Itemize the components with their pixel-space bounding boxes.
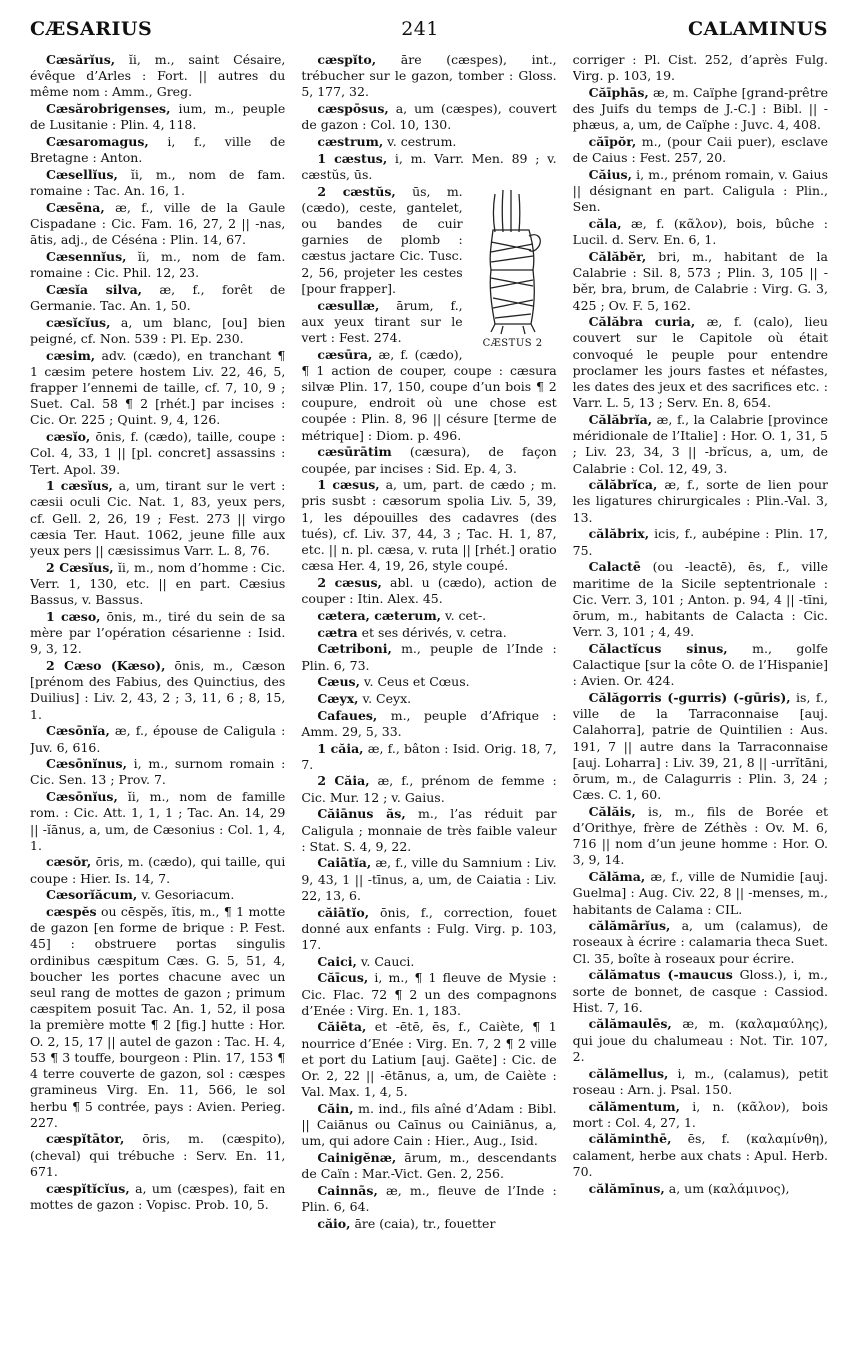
entry-definition: ārum, f., aux yeux tirant sur le vert : Fest. 274.	[301, 297, 463, 345]
entry-definition: bri, m., habitant de la Calabrie : Sil. 8, 573 ; Plin. 3, 105 || -bĕr, bra, brum, de Calabrie : Virg. G. 3, 425 ; Ov. F. 5, 162.	[572, 248, 828, 313]
entry-headword: Călactĭcus sinus,	[588, 640, 728, 656]
dictionary-entry	[30, 887, 285, 903]
entry-headword: Cæsĭa silva,	[46, 281, 143, 297]
entry-headword: Cafaues,	[317, 707, 378, 723]
entry-headword: Căiānus ăs,	[317, 806, 406, 822]
entry-definition: v. Cauci.	[356, 953, 415, 969]
entry-definition: i, m., ¶ 1 fleuve de Mysie : Cic. Flac. 72 ¶ 2 un des compagnons d’Enée : Virg. En. 1, 183.	[301, 970, 557, 1018]
entry-definition: i, m. Varr. Men. 89 ; v. cæstŭs, ūs.	[301, 150, 557, 182]
entry-definition: a, um (cæspes), couvert de gazon : Col. 10, 130.	[301, 101, 557, 133]
dictionary-entry	[573, 1181, 828, 1197]
entry-definition: m., golfe Calactique [sur la côte O. de l’Hispanie] : Avien. Or. 424.	[572, 640, 828, 689]
dictionary-entry	[30, 101, 285, 133]
entry-definition: āre (caia), tr., fouetter	[350, 1215, 496, 1231]
entry-definition: a, um blanc, [ou] bien peigné, cf. Non. 539 : Pl. Ep. 230.	[30, 314, 286, 346]
entry-definition: m., peuple de l’Inde : Plin. 6, 73.	[301, 641, 557, 673]
entry-definition: æ, f., ville de la Gaule Cispadane : Cic. Fam. 16, 27, 2 || -nas, ātis, adj., de Céséna : Plin. 14, 67.	[30, 199, 286, 248]
dictionary-entry	[301, 575, 556, 607]
entry-headword: cæsĭo,	[46, 429, 91, 445]
entry-definition: ōris, m. (cæspito), (cheval) qui trébuche : Serv. En. 11, 671.	[30, 1131, 286, 1179]
entry-definition: æ, f., sorte de lien pour les ligatures chirurgicales : Plin.-Val. 3, 13.	[572, 477, 828, 525]
dictionary-entry	[573, 918, 828, 967]
entry-headword: Căīphās,	[588, 84, 649, 100]
entry-headword: căio,	[317, 1215, 351, 1231]
entry-headword: cæsim,	[46, 347, 96, 363]
entry-headword: 2 Cæso (Kæso),	[46, 658, 166, 674]
dictionary-entry	[301, 625, 556, 641]
entry-definition: i, n. (κᾶλον), bois mort : Col. 4, 27, 1.	[572, 1098, 828, 1130]
header-right-guideword: CALAMINUS	[687, 18, 828, 40]
dictionary-entry	[301, 1183, 556, 1215]
entry-headword: Cæsennĭus,	[46, 248, 127, 264]
entry-headword: căīpŏr,	[588, 134, 637, 150]
entry-definition: ōnis, f., correction, fouet donné aux enfants : Fulg. Virg. p. 103, 17.	[301, 904, 557, 952]
entry-headword: călăbrix,	[588, 526, 650, 542]
dictionary-entry	[573, 134, 828, 166]
dictionary-entry	[573, 85, 828, 134]
dictionary-entry	[30, 167, 285, 199]
entry-headword: cæsūrātim	[317, 444, 392, 460]
entry-headword: călăbrĭca,	[588, 477, 658, 493]
entry-definition: ĭi, m., saint Césaire, évêque d’Arles : Fort. || autres du même nom : Amm., Greg.	[30, 52, 286, 100]
entry-headword: căla,	[588, 216, 622, 232]
entry-definition: i, m., (calamus), petit roseau : Arn. j. Psal. 150.	[572, 1065, 828, 1097]
entry-definition: (ou -leactē), ēs, f., ville maritime de la Sicile septentrionale : Cic. Verr. 3, 101 ; Anton. p. 94, 4 || -tīni, ōrum, m., habitants de Calacta : Cic. Verr. 3, 101 ; 4, 49.	[572, 559, 828, 640]
dictionary-entry	[301, 1216, 556, 1232]
entry-definition: æ, m. Caïphe [grand-prêtre des Juifs du temps de J.-C.] : Bibl. || -phæus, a, um, de Caïphe : Juvc. 4, 408.	[572, 84, 828, 133]
entry-headword: cæsĭcĭus,	[46, 314, 111, 330]
dictionary-entry	[301, 674, 556, 690]
entry-headword: căiātĭo,	[317, 904, 370, 920]
entry-definition: a, um, part. de cædo ; m. pris susbt : cæsorum spolia Liv. 5, 39, 1, les dépouilles des cadavres (des tués), cf. Liv. 37, 44, 3 ; Tac. H. 1, 87, etc. || n. pl. cæsa, v. ruta || [rhét.] oratio cæsa Her. 4, 19, 26, style coupé.	[301, 477, 557, 574]
entry-headword: Cæsărobrigenses,	[46, 101, 171, 117]
entry-definition: æ, f., ville de Numidie [auj. Guelma] : Aug. Civ. 22, 8 || -menses, m., habitants de Calama : CIL.	[572, 869, 828, 917]
dictionary-entry	[30, 134, 285, 166]
entry-definition: ĭi, m., nom d’homme : Cic. Verr. 1, 130, etc. || en part. Cæsius Bassus, v. Bassus.	[30, 559, 286, 608]
dictionary-entry	[301, 477, 556, 574]
entry-definition: æ, f. (calo), lieu couvert sur le Capitole où était convoqué le peuple pour entendre proclamer les jours fastes et néfastes, les dates des jeux et des sacrifices etc. : Varr. L. 5, 13 ; Serv. En. 8, 654.	[572, 314, 828, 411]
dictionary-entry	[301, 708, 556, 740]
entry-headword: Calactē	[588, 559, 641, 575]
entry-definition: v. cestrum.	[383, 134, 457, 150]
dictionary-entry	[30, 756, 285, 788]
dictionary-entry	[301, 691, 556, 707]
entry-definition: m. ind., fils aîné d’Adam : Bibl. || Caiānus ou Caīnus ou Cainiānus, a, um, qui adore Cain : Hier., Aug., Isid.	[301, 1101, 557, 1149]
entry-definition: v. Gesoriacum.	[137, 887, 235, 903]
entry-definition: corriger : Pl. Cist. 252, d’après Fulg. Virg. p. 103, 19.	[572, 52, 828, 84]
entry-headword: Căin,	[317, 1101, 354, 1116]
dictionary-columns	[30, 52, 828, 1355]
entry-definition: ēs, f. (καλαμίνθη), calament, herbe aux chats : Apul. Herb. 70.	[572, 1131, 828, 1179]
entry-headword: Cæsărĭus,	[46, 52, 116, 67]
entry-headword: Caici,	[317, 953, 357, 969]
column-3	[573, 52, 828, 1355]
entry-headword: 1 cæstus,	[317, 150, 388, 166]
entry-headword: cæspĭto,	[317, 52, 377, 67]
entry-headword: Cæsōnĭa,	[46, 723, 110, 739]
entry-headword: Cæsorĭăcum,	[46, 887, 138, 903]
caestus-illustration	[469, 186, 557, 356]
dictionary-entry	[573, 1016, 828, 1065]
entry-definition: æ, f., bâton : Isid. Orig. 18, 7, 7.	[301, 740, 557, 772]
entry-definition: æ, f., prénom de femme : Cic. Mur. 12 ; v. Gaius.	[301, 773, 557, 805]
entry-definition: ōris, m. (cædo), qui taille, qui coupe : Hier. Is. 14, 7.	[30, 854, 286, 886]
dictionary-entry	[30, 560, 285, 609]
dictionary-entry	[573, 412, 828, 477]
entry-definition: ium, m., peuple de Lusitanie : Plin. 4, 118.	[30, 101, 286, 133]
entry-headword: Cainigĕnæ,	[317, 1150, 397, 1166]
dictionary-entry	[30, 348, 285, 429]
dictionary-entry	[30, 1181, 285, 1213]
entry-definition: et -ētē, ēs, f., Caiète, ¶ 1 nourrice d’Enée : Virg. En. 7, 2 ¶ 2 ville et port du Latium [auj. Gaëte] : Cic. de Or. 2, 22 || -ētānus, a, um, de Caiète : Val. Max. 1, 4, 5.	[301, 1019, 557, 1100]
dictionary-entry	[301, 608, 556, 624]
entry-definition: et ses dérivés, v. cetra.	[357, 624, 507, 640]
entry-headword: călăminthē,	[588, 1131, 672, 1147]
entry-definition: i, m., surnom romain : Cic. Sen. 13 ; Prov. 7.	[30, 756, 286, 788]
entry-definition: a, um, tirant sur le vert : cæsii oculi Cic. Nat. 1, 83, yeux pers, cf. Gell. 2, 26, 19 ; Fest. 273 || virgo cæsia Ter. Haut. 1062, jeune fille aux yeux pers || cæsissimus Varr. L. 8, 76.	[30, 478, 286, 559]
entry-headword: călămīnus,	[588, 1180, 665, 1196]
dictionary-entry	[30, 52, 285, 101]
entry-definition: is, f., ville de la Tarraconnaise [auj. Calahorra], patrie de Quintilien : Aus. 191, 7 || autre dans la Tarraconnaise [auj. Loharra] : Liv. 39, 21, 8 || -urrĭtāni, ōrum, m., de Calagurris : Plin. 3, 24 ; Cæs. C. 1, 60.	[572, 689, 828, 803]
dictionary-entry	[30, 249, 285, 281]
dictionary-entry	[573, 314, 828, 411]
dictionary-entry	[573, 477, 828, 526]
dictionary-entry	[301, 151, 556, 183]
dictionary-entry	[573, 216, 828, 248]
entry-headword: 1 cæsĭus,	[46, 478, 113, 494]
entry-headword: Călăgorris (-gurris) (-gūris),	[588, 689, 791, 705]
entry-definition: ĭi, m., nom de fam. romaine : Tac. An. 16, 1.	[30, 166, 286, 199]
entry-headword: cæspĭtĭcĭus,	[46, 1180, 130, 1196]
entry-headword: Căīcus,	[317, 970, 369, 986]
dictionary-entry	[301, 970, 556, 1019]
entry-definition: m., peuple d’Afrique : Amm. 29, 5, 33.	[301, 707, 557, 739]
entry-headword: călămellus,	[588, 1065, 669, 1081]
entry-definition: v. cet-.	[441, 607, 487, 623]
dictionary-entry	[301, 773, 556, 805]
dictionary-entry	[573, 1131, 828, 1180]
entry-definition: i, f., ville de Bretagne : Anton.	[30, 134, 286, 166]
entry-definition: (cæsura), de façon coupée, par incises : Sid. Ep. 4, 3.	[301, 444, 557, 476]
dictionary-entry	[573, 804, 828, 869]
entry-headword: cætra	[317, 624, 358, 640]
dictionary-entry	[573, 1066, 828, 1098]
entry-definition: a, um (cæspes), fait en mottes de gazon : Vopisc. Prob. 10, 5.	[30, 1180, 286, 1212]
dictionary-entry	[301, 855, 556, 904]
entry-headword: 2 cæstŭs,	[317, 183, 396, 199]
dictionary-entry	[301, 641, 556, 673]
entry-headword: 1 cæso,	[46, 608, 101, 624]
entry-definition: æ, f. (κᾶλον), bois, bûche : Lucil. d. Serv. En. 6, 1.	[572, 216, 828, 248]
entry-headword: Cainnās,	[317, 1183, 378, 1199]
entry-headword: Cæsellĭus,	[46, 166, 118, 182]
dictionary-entry	[30, 1131, 285, 1180]
entry-headword: Cætriboni,	[317, 641, 392, 657]
entry-definition: adv. (cædo), en tranchant ¶ 1 cæsim petere hostem Liv. 22, 46, 5, frapper l’ennemi de taille, cf. 7, 10, 9 ; Suet. Cal. 58 ¶ 2 [rhét.] par incises : Cic. Or. 225 ; Quint. 9, 4, 126.	[30, 347, 286, 428]
dictionary-entry	[301, 1101, 556, 1150]
dictionary-entry	[30, 315, 285, 347]
dictionary-entry	[30, 854, 285, 886]
entry-headword: Călăbĕr,	[588, 248, 647, 264]
entry-definition: v. Ceyx.	[358, 690, 412, 706]
dictionary-entry	[573, 526, 828, 558]
dictionary-entry	[573, 249, 828, 314]
dictionary-entry	[301, 444, 556, 476]
entry-definition: a, um (καλάμινος),	[664, 1180, 790, 1196]
dictionary-entry	[573, 1099, 828, 1131]
entry-headword: Călăbra curia,	[588, 314, 696, 330]
entry-headword: 2 cæsus,	[317, 575, 382, 590]
dictionary-entry	[301, 1150, 556, 1182]
entry-definition: i, m., prénom romain, v. Gaius || désignant en part. Caligula : Plin., Sen.	[572, 166, 828, 215]
entry-definition: ĭi, m., nom de fam. romaine : Cic. Phil. 12, 23.	[30, 248, 286, 281]
dictionary-entry	[30, 429, 285, 478]
entry-definition: ĭi, m., nom de famille rom. : Cic. Att. 1, 1, 1 ; Tac. An. 14, 29 || -ĭānus, a, um, de Cæsonius : Col. 1, 4, 1.	[30, 789, 286, 853]
entry-headword: Caiātĭa,	[317, 855, 372, 871]
dictionary-entry	[301, 52, 556, 101]
entry-definition: v. Ceus et Cœus.	[359, 674, 470, 690]
entry-headword: 1 cæsus,	[317, 477, 380, 493]
entry-headword: călămatus (-maucus	[588, 967, 733, 983]
entry-headword: 2 Căia,	[317, 773, 370, 789]
dictionary-entry	[573, 967, 828, 1016]
entry-headword: Călăis,	[588, 803, 636, 819]
entry-definition: ūs, m. (cædo), ceste, gantelet, ou bandes de cuir garnies de plomb : cæstus jactare Cic. Tusc. 2, 56, projeter les cestes [pour frapper].	[301, 183, 463, 296]
dictionary-entry	[30, 478, 285, 559]
dictionary-entry	[301, 134, 556, 150]
entry-definition: abl. u (cædo), action de couper : Itin. Alex. 45.	[301, 575, 557, 607]
dictionary-entry	[30, 609, 285, 658]
entry-definition: æ, m. (καλαμαύλης), qui joue du chalumeau : Not. Tir. 107, 2.	[572, 1016, 828, 1064]
entry-headword: cæsūra,	[317, 346, 373, 362]
entry-headword: Cæsōnĭus,	[46, 789, 118, 805]
dictionary-entry	[30, 658, 285, 723]
entry-headword: 1 căia,	[317, 740, 364, 756]
column-2	[301, 52, 556, 1355]
entry-definition: ou cēspĕs, ĭtis, m., ¶ 1 motte de gazon [en forme de brique : P. Fest. 45] : obstruere portas singulis ordinibus cæspitum Cæs. G. 5, 51, 4, boucher les portes chacune avec un seul rang de mottes de gazon ; primum cæspitem posuit Tac. An. 1, 52, il posa la première motte ¶ 2 [fig.] hutte : Hor. O. 2, 15, 17 || autel de gazon : Tac. H. 4, 53 ¶ 3 touffe, bourgeon : Plin. 17, 153 ¶ 4 terre couverte de gazon, sol : cæspes gramineus Virg. En. 11, 566, le sol herbu ¶ 5 contrée, pays : Avien. Perieg. 227.	[30, 904, 286, 1130]
dictionary-entry	[301, 1019, 556, 1100]
entry-definition: a, um (calamus), de roseaux à écrire : calamaria theca Suet. Cl. 35, boîte à roseaux pour écrire.	[572, 918, 828, 966]
entry-headword: Călăbrĭa,	[588, 411, 653, 427]
entry-definition: ōnis, m., tiré du sein de sa mère par l’opération césarienne : Isid. 9, 3, 12.	[30, 608, 286, 657]
dictionary-entry	[301, 905, 556, 954]
entry-headword: cæspōsus,	[317, 101, 389, 117]
entry-headword: cæsŏr,	[46, 854, 92, 870]
entry-headword: Cæsēna,	[46, 199, 105, 215]
caestus-glove-image	[473, 186, 553, 336]
dictionary-entry	[573, 690, 828, 803]
dictionary-entry	[30, 200, 285, 249]
entry-headword: Cæsaromagus,	[46, 134, 149, 150]
dictionary-entry	[301, 347, 556, 444]
entry-definition: āre (cæspes), int., trébucher sur le gazon, tomber : Gloss. 5, 177, 32.	[301, 52, 557, 100]
dictionary-entry	[573, 869, 828, 918]
entry-definition: æ, m., fleuve de l’Inde : Plin. 6, 64.	[301, 1183, 557, 1215]
entry-headword: Căiēta,	[317, 1019, 367, 1035]
dictionary-entry	[30, 723, 285, 755]
entry-definition: ārum, m., descendants de Caïn : Mar.-Vict. Gen. 2, 256.	[301, 1150, 557, 1182]
dictionary-entry	[301, 954, 556, 970]
entry-headword: Cæsōnĭnus,	[46, 756, 127, 772]
dictionary-entry	[30, 282, 285, 314]
entry-headword: Cæyx,	[317, 690, 359, 706]
entry-definition: m., l’as réduit par Caligula ; monnaie de très faible valeur : Stat. S. 4, 9, 22.	[301, 806, 557, 854]
entry-definition: æ, f., forêt de Germanie. Tac. An. 1, 50.	[30, 281, 286, 314]
entry-definition: ōnis, m., Cæson [prénom des Fabius, des Quinctius, des Duilius] : Liv. 2, 43, 2 ; 3, 11, 6 ; 8, 15, 1.	[30, 658, 286, 722]
entry-headword: cæstrum,	[317, 134, 384, 150]
dictionary-entry	[30, 789, 285, 854]
entry-definition: æ, f., la Calabrie [province méridionale de l’Italie] : Hor. O. 1, 31, 5 ; Liv. 23, 34, 3 || -brĭcus, a, um, de Calabrie : Col. 12, 49, 3.	[572, 411, 828, 476]
entry-definition: is, m., fils de Borée et d’Orithye, frère de Zéthès : Ov. M. 6, 716 || nom d’un jeune homme : Hor. O. 3, 9, 14.	[572, 803, 828, 868]
entry-definition: Gloss.), i, m., sorte de bonnet, de casque : Cassiod. Hist. 7, 16.	[572, 967, 828, 1015]
entry-definition: ōnis, f. (cædo), taille, coupe : Col. 4, 33, 1 || [pl. concret] assassins : Tert. Apol. 39.	[30, 429, 286, 477]
dictionary-entry	[573, 52, 828, 84]
entry-definition: m., (pour Caii puer), esclave de Caius : Fest. 257, 20.	[572, 134, 828, 166]
dictionary-entry	[301, 741, 556, 773]
entry-headword: 2 Cæsĭus,	[46, 559, 114, 575]
entry-headword: Călăma,	[588, 869, 646, 885]
entry-headword: cæspĭtātor,	[46, 1131, 125, 1147]
entry-headword: călămārĭus,	[588, 918, 671, 934]
entry-headword: Cæus,	[317, 674, 360, 690]
entry-definition: æ, f. (cædo), ¶ 1 action de couper, coupe : cæsura silvæ Plin. 17, 150, coupe d’un bois ¶ 2 coupure, endroit où une chose est coupée : Plin. 8, 96 || césure [terme de métrique] : Diom. p. 496.	[301, 346, 557, 443]
entry-headword: cætera, cæterum,	[317, 607, 442, 623]
entry-headword: călămentum,	[588, 1098, 680, 1114]
entry-headword: cæspĕs	[46, 904, 97, 920]
entry-headword: cæsullæ,	[317, 297, 380, 313]
dictionary-entry	[573, 641, 828, 690]
dictionary-entry	[573, 167, 828, 216]
dictionary-entry	[301, 806, 556, 855]
entry-headword: Căius,	[588, 166, 632, 182]
entry-headword: călămaulēs,	[588, 1016, 672, 1032]
header-left-guideword: CÆSARIUS	[30, 18, 153, 40]
running-header	[30, 18, 828, 44]
entry-definition: icis, f., aubépine : Plin. 17, 75.	[572, 526, 828, 558]
entry-definition: æ, f., ville du Samnium : Liv. 9, 43, 1 || -tīnus, a, um, de Caiatia : Liv. 22, 13, 6.	[301, 855, 557, 903]
dictionary-entry	[30, 904, 285, 1131]
page-number: 241	[401, 18, 439, 40]
column-1	[30, 52, 285, 1355]
dictionary-entry	[573, 559, 828, 640]
dictionary-entry	[301, 101, 556, 133]
figure-caption: CÆSTUS 2	[482, 337, 543, 349]
entry-definition: æ, f., épouse de Caligula : Juv. 6, 616.	[30, 723, 286, 755]
